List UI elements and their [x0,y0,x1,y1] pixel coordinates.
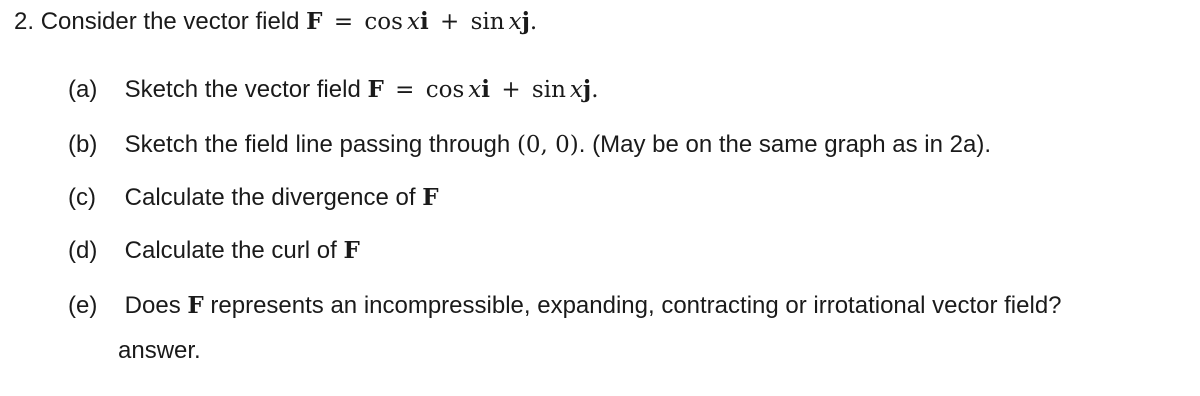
part-d-text: Calculate the curl of [124,237,337,264]
variable-x: x [406,9,420,35]
field-symbol: F [187,292,204,319]
equation-period: . [591,77,599,103]
plus-sign: + [501,77,521,103]
part-b [68,131,991,159]
field-equation [367,77,598,103]
unit-vector-j: j [582,76,592,103]
variable-x: x [508,9,522,35]
problem-number: 2. [14,8,35,35]
field-symbol: F [367,76,384,103]
part-e-label: (e) [68,292,98,319]
unit-vector-i: i [419,8,429,35]
part-d-label: (d) [68,237,98,264]
part-a [68,76,599,104]
field-symbol: F [343,237,360,264]
equation-period: . [529,9,538,35]
part-e-text: Does [124,292,181,319]
field-symbol: F [422,184,439,211]
equals-sign: = [395,77,415,103]
part-b-text: Sketch the field line passing through [124,131,511,158]
problem-intro: Consider the vector field [40,8,300,35]
part-a-text: Sketch the vector field [124,76,361,103]
origin-point: (0, 0) [516,132,579,158]
part-a-label: (a) [68,76,98,103]
field-symbol: F [306,8,323,35]
variable-x: x [569,77,583,103]
part-b-label: (b) [68,131,98,158]
problem-statement [14,8,537,36]
part-e-continuation: answer. [118,337,201,364]
part-e-text-after: represents an incompressible, expanding, contracting or irrotational vector field? [210,292,1062,319]
part-c-label: (c) [68,184,96,211]
unit-vector-i: i [481,76,490,103]
equals-sign: = [333,9,354,35]
part-b-text-after: . (May be on the same graph as in 2a). [578,131,991,158]
cos-function: cos [364,9,403,35]
sin-function: sin [470,9,505,35]
part-e [68,292,1062,320]
variable-x: x [468,77,482,103]
plus-sign: + [440,9,460,35]
part-c-text: Calculate the divergence of [124,184,416,211]
unit-vector-j: j [521,8,530,35]
field-equation [306,9,537,35]
sin-function: sin [531,77,566,103]
cos-function: cos [425,77,465,103]
part-c [68,184,439,212]
part-d [68,237,360,265]
